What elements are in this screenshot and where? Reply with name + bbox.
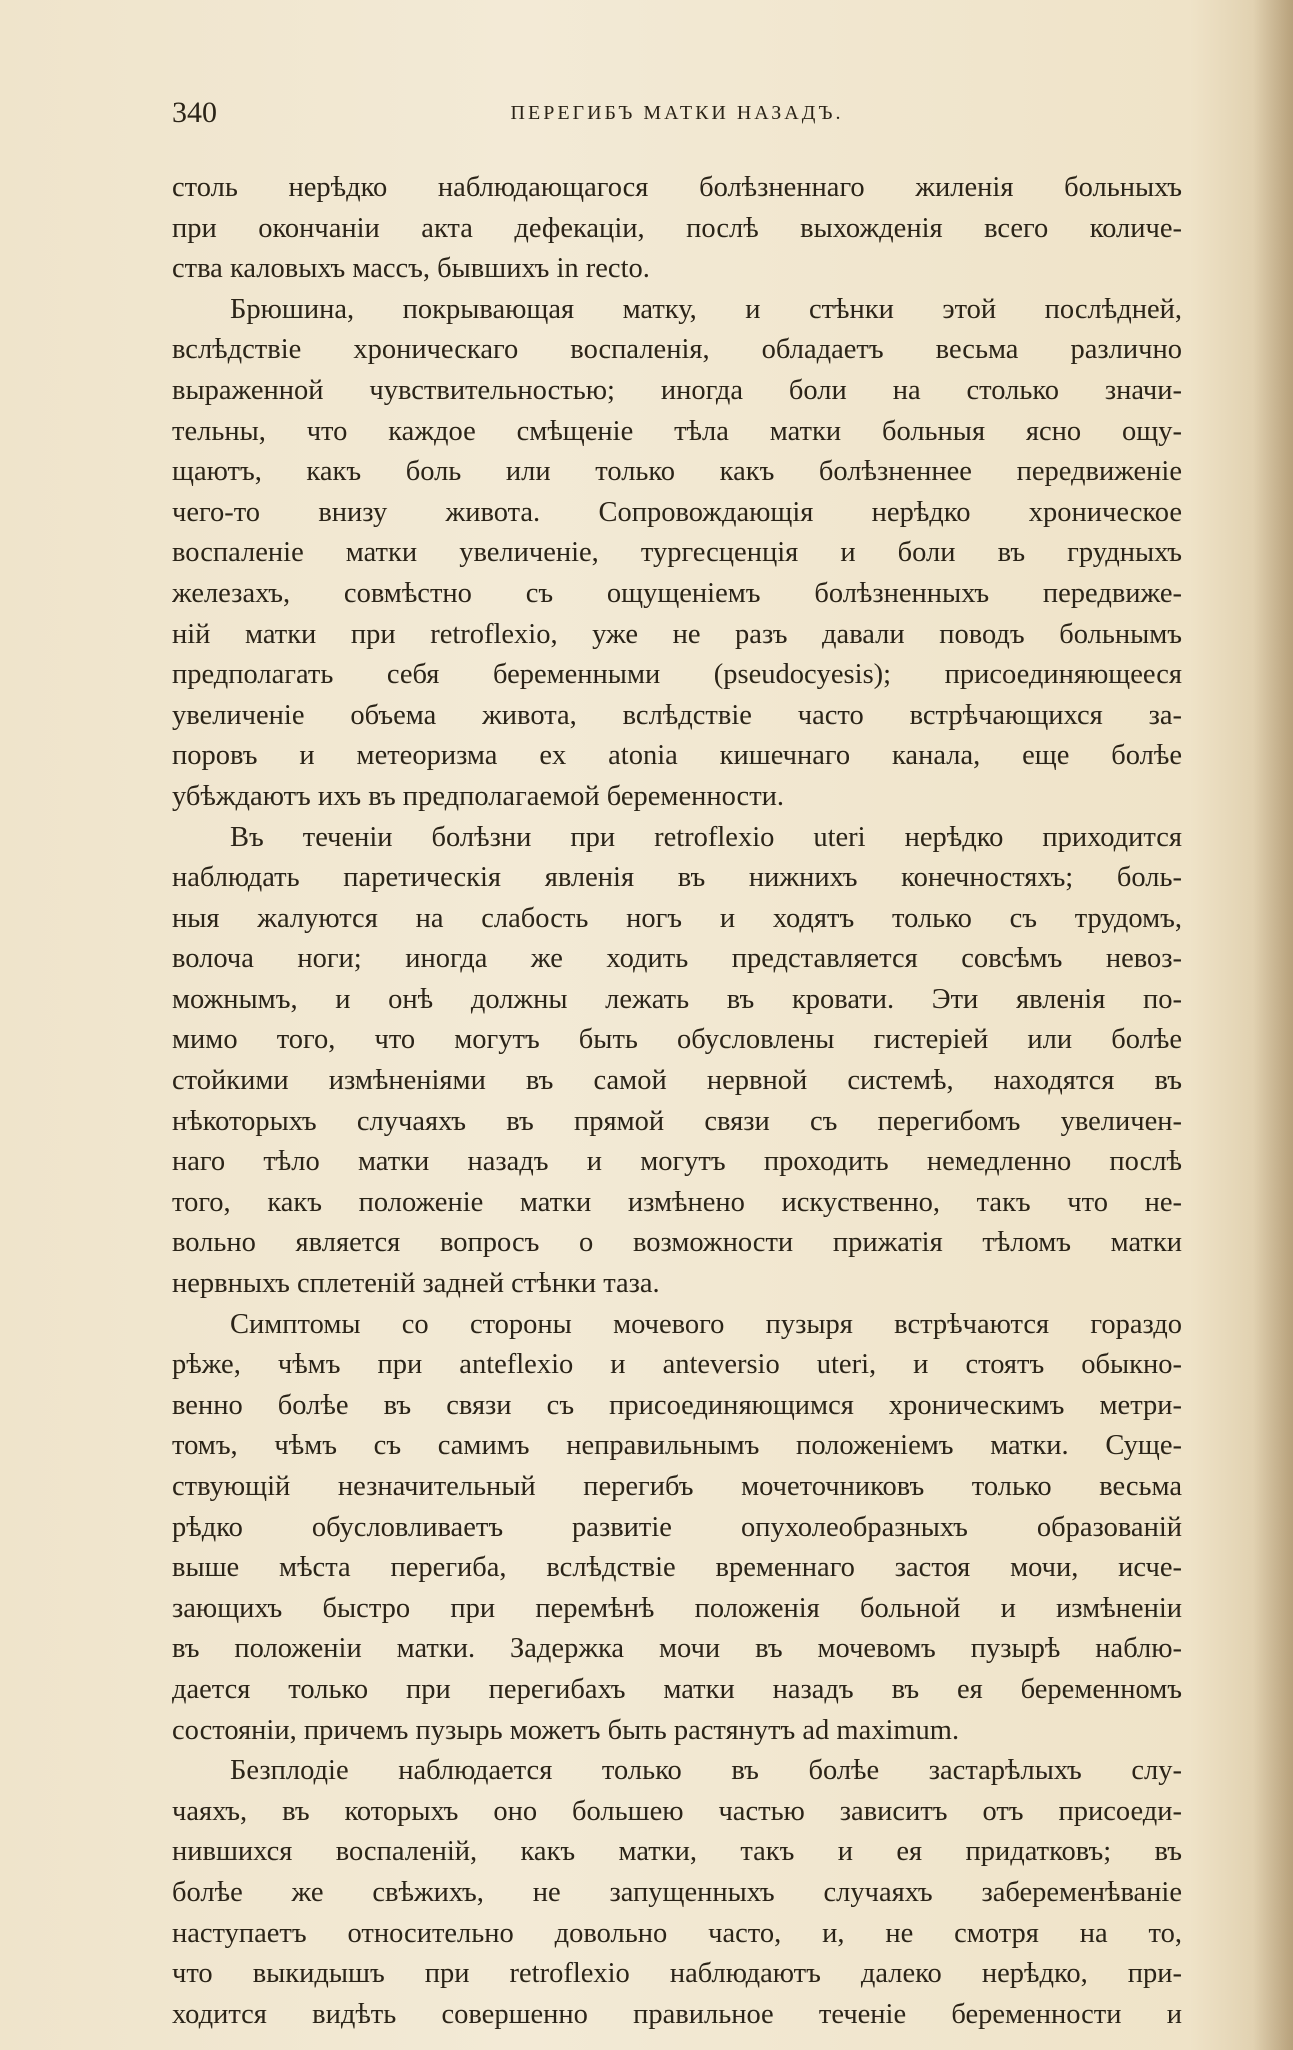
text-line: увеличеніе объема живота, вслѣдствіе часто встрѣчающихся за- [172, 699, 1182, 731]
text-line: стойкими измѣненіями въ самой нервной системѣ, находятся въ [172, 1065, 1182, 1097]
text-line: нѣкоторыхъ случаяхъ въ прямой связи съ перегибомъ увеличен- [172, 1105, 1182, 1137]
text-line: въ положеніи матки. Задержка мочи въ мочевомъ пузырѣ наблю- [172, 1633, 1182, 1665]
text-line: чего-то внизу живота. Сопровождающія нерѣдко хроническое [172, 496, 1182, 528]
text-line: дается только при перегибахъ матки назадъ въ ея беременномъ [172, 1673, 1182, 1705]
text-line: наступаетъ относительно довольно часто, и, не смотря на то, [172, 1917, 1182, 1949]
text-line: ства каловыхъ массъ, бывшихъ in recto. [172, 253, 650, 285]
text-line: наго тѣло матки назадъ и могутъ проходить немедленно послѣ [172, 1146, 1182, 1178]
text-line: убѣждаютъ ихъ въ предполагаемой беременности. [172, 780, 785, 812]
text-line: вольно является вопросъ о возможности прижатія тѣломъ матки [172, 1227, 1182, 1259]
text-line: чаяхъ, въ которыхъ оно большею частью зависитъ отъ присоеди- [172, 1795, 1182, 1827]
text-line: нервныхъ сплетеній задней стѣнки таза. [172, 1268, 660, 1300]
text-line: что выкидышъ при retroflexio наблюдаютъ далеко нерѣдко, при- [172, 1958, 1182, 1990]
text-line: зающихъ быстро при перемѣнѣ положенія больной и измѣненіи [172, 1592, 1182, 1624]
text-line: волоча ноги; иногда же ходить представляется совсѣмъ невоз- [172, 943, 1182, 975]
text-line: Симптомы со стороны мочевого пузыря встрѣчаются гораздо [230, 1308, 1182, 1340]
text-line: болѣе же свѣжихъ, не запущенныхъ случаяхъ забеременѣваніе [172, 1876, 1182, 1908]
text-line: выше мѣста перегиба, вслѣдствіе временнаго застоя мочи, исче- [172, 1552, 1182, 1584]
text-line: мимо того, что могутъ быть обусловлены гистеріей или болѣе [172, 1024, 1182, 1056]
text-line: состояніи, причемъ пузырь можетъ быть растянутъ ad maximum. [172, 1714, 960, 1746]
page-edge-shadow [1253, 0, 1293, 2050]
text-line: того, какъ положеніе матки измѣнено искуственно, такъ что не- [172, 1186, 1182, 1218]
text-line: вслѣдствіе хроническаго воспаленія, обладаетъ весьма различно [172, 334, 1182, 366]
page-number: 340 [172, 96, 217, 129]
text-line: ствующій незначительный перегибъ мочеточниковъ только весьма [172, 1471, 1182, 1502]
text-line: при окончаніи акта дефекаціи, послѣ выхожденія всего количе- [172, 212, 1182, 244]
page-header [172, 96, 1182, 136]
text-line: предполагать себя беременными (pseudocyesis); присоединяющееся [172, 659, 1182, 691]
text-line: венно болѣе въ связи съ присоединяющимся хроническимъ метри- [172, 1389, 1182, 1421]
text-line: ній матки при retroflexio, уже не разъ давали поводъ больнымъ [172, 618, 1182, 650]
text-line: Брюшина, покрывающая матку, и стѣнки этой послѣдней, [230, 293, 1182, 325]
body-text [172, 168, 1182, 2035]
text-line: тельны, что каждое смѣщеніе тѣла матки больныя ясно ощу- [172, 415, 1182, 447]
text-line: выраженной чувствительностью; иногда боли на столько значи- [172, 374, 1182, 406]
text-line: нившихся воспаленій, какъ матки, такъ и ея придатковъ; въ [172, 1836, 1182, 1868]
running-title: ПЕРЕГИБЪ МАТКИ НАЗАДЪ. [510, 102, 844, 124]
text-line: столь нерѣдко наблюдающагося болѣзненнаго жиленія больныхъ [172, 172, 1182, 203]
text-line: рѣже, чѣмъ при anteflexio и anteversio uteri, и стоятъ обыкно- [172, 1349, 1182, 1381]
text-line: томъ, чѣмъ съ самимъ неправильнымъ положеніемъ матки. Суще- [172, 1430, 1182, 1462]
text-line: щаютъ, какъ боль или только какъ болѣзненнее передвиженіе [172, 456, 1182, 488]
text-line: ходится видѣть совершенно правильное теченіе беременности и [172, 1998, 1182, 2030]
text-line: воспаленіе матки увеличеніе, тургесценція и боли въ грудныхъ [172, 537, 1182, 569]
text-line: Безплодіе наблюдается только въ болѣе застарѣлыхъ слу- [230, 1755, 1182, 1787]
text-line: железахъ, совмѣстно съ ощущеніемъ болѣзненныхъ передвиже- [172, 577, 1182, 609]
text-line: Въ теченіи болѣзни при retroflexio uteri нерѣдко приходится [230, 821, 1182, 853]
text-line: ныя жалуются на слабость ногъ и ходятъ только съ трудомъ, [172, 902, 1182, 934]
text-line: можнымъ, и онѣ должны лежать въ кровати. Эти явленія по- [172, 983, 1182, 1015]
text-line: наблюдать паретическія явленія въ нижнихъ конечностяхъ; боль- [172, 862, 1182, 894]
text-line: рѣдко обусловливаетъ развитіе опухолеобразныхъ образованій [172, 1511, 1182, 1543]
text-line: поровъ и метеоризма ex atonia кишечнаго канала, еще болѣе [172, 740, 1182, 772]
